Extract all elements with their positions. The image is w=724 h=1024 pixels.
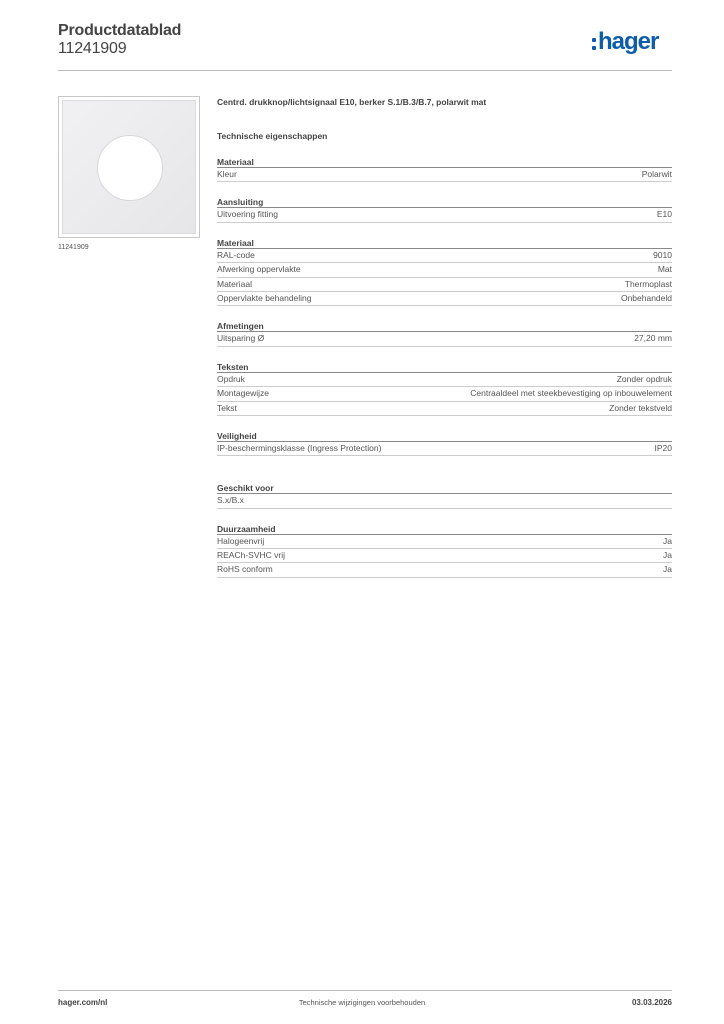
property-row — [217, 442, 672, 456]
property-section — [217, 196, 672, 222]
property-value: Zonder opdruk — [616, 373, 672, 384]
cover-plate-image — [62, 100, 196, 234]
section-title: Duurzaamheid — [217, 523, 672, 535]
property-label: Tekst — [217, 402, 237, 413]
property-row — [217, 263, 672, 277]
section-title: Afmetingen — [217, 320, 672, 332]
footer-notice: Technische wijzigingen voorbehouden — [298, 998, 426, 1007]
property-label: Kleur — [217, 169, 237, 179]
property-label: Uitvoering fitting — [217, 209, 278, 220]
property-label: REACh-SVHC vrij — [217, 550, 286, 561]
center-hole — [97, 135, 163, 201]
property-value: Onbehandeld — [620, 292, 672, 303]
logo-dots-icon — [592, 38, 596, 50]
property-section — [217, 237, 672, 307]
property-row — [217, 208, 672, 222]
property-row — [217, 249, 672, 263]
property-label: Materiaal — [217, 278, 252, 289]
property-value: 9010 — [653, 249, 672, 260]
section-title: Materiaal — [217, 237, 672, 249]
property-label: Montagewijze — [217, 388, 269, 399]
footer-divider — [58, 990, 672, 991]
product-image — [58, 96, 200, 238]
logo-text: hager — [598, 28, 659, 55]
property-section — [217, 320, 672, 346]
property-row — [217, 563, 672, 577]
property-row — [217, 402, 672, 416]
property-label: Uitsparing Ø — [217, 333, 265, 344]
property-label: Afwerking oppervlakte — [217, 264, 301, 275]
section-title: Teksten — [217, 361, 672, 373]
property-section — [217, 156, 672, 182]
property-label: RoHS conform — [217, 564, 273, 575]
technical-properties-heading: Technische eigenschappen — [217, 131, 328, 141]
property-value: Centraaldeel met steekbevestiging op inbouwelement — [470, 388, 672, 399]
property-row — [217, 535, 672, 549]
property-value: 27,20 mm — [634, 333, 672, 344]
property-value: Ja — [663, 564, 672, 575]
property-row — [217, 168, 672, 182]
section-title: Aansluiting — [217, 196, 672, 208]
section-title: Veiligheid — [217, 430, 672, 442]
property-row — [217, 494, 672, 508]
property-row — [217, 387, 672, 401]
property-value: Polarwit — [641, 169, 672, 179]
property-value: Zonder tekstveld — [609, 402, 672, 413]
property-row — [217, 278, 672, 292]
hager-logo — [592, 28, 658, 56]
property-row — [217, 292, 672, 306]
property-label: S.x/B.x — [217, 495, 244, 506]
property-row — [217, 373, 672, 387]
property-row — [217, 332, 672, 346]
product-description: Centrd. drukknop/lichtsignaal E10, berker S.1/B.3/B.7, polarwit mat — [217, 97, 487, 107]
product-number: 11241909 — [58, 40, 127, 57]
property-label: Oppervlakte behandeling — [217, 292, 312, 303]
property-label: Opdruk — [217, 373, 245, 384]
header-divider — [58, 70, 672, 71]
property-label: Halogeenvrij — [217, 535, 265, 546]
property-value: Ja — [663, 550, 672, 561]
property-section — [217, 361, 672, 416]
footer-website[interactable]: hager.com/nl — [58, 998, 108, 1007]
product-details — [217, 96, 672, 578]
property-section — [217, 430, 672, 456]
property-sections — [217, 156, 672, 578]
footer-date: 03.03.2026 — [631, 998, 672, 1007]
property-value: IP20 — [654, 442, 672, 453]
property-section — [217, 482, 672, 508]
property-value: Thermoplast — [624, 278, 672, 289]
property-value: Mat — [657, 264, 672, 275]
property-value: E10 — [656, 209, 672, 220]
page-title: Productdatablad — [58, 22, 182, 39]
property-value: Ja — [663, 535, 672, 546]
section-title: Materiaal — [217, 156, 672, 168]
property-label: RAL-code — [217, 249, 255, 260]
property-row — [217, 549, 672, 563]
property-label: IP-beschermingsklasse (Ingress Protection) — [217, 442, 382, 453]
image-caption: 11241909 — [58, 244, 89, 251]
section-title: Geschikt voor — [217, 482, 672, 494]
property-section — [217, 523, 672, 578]
